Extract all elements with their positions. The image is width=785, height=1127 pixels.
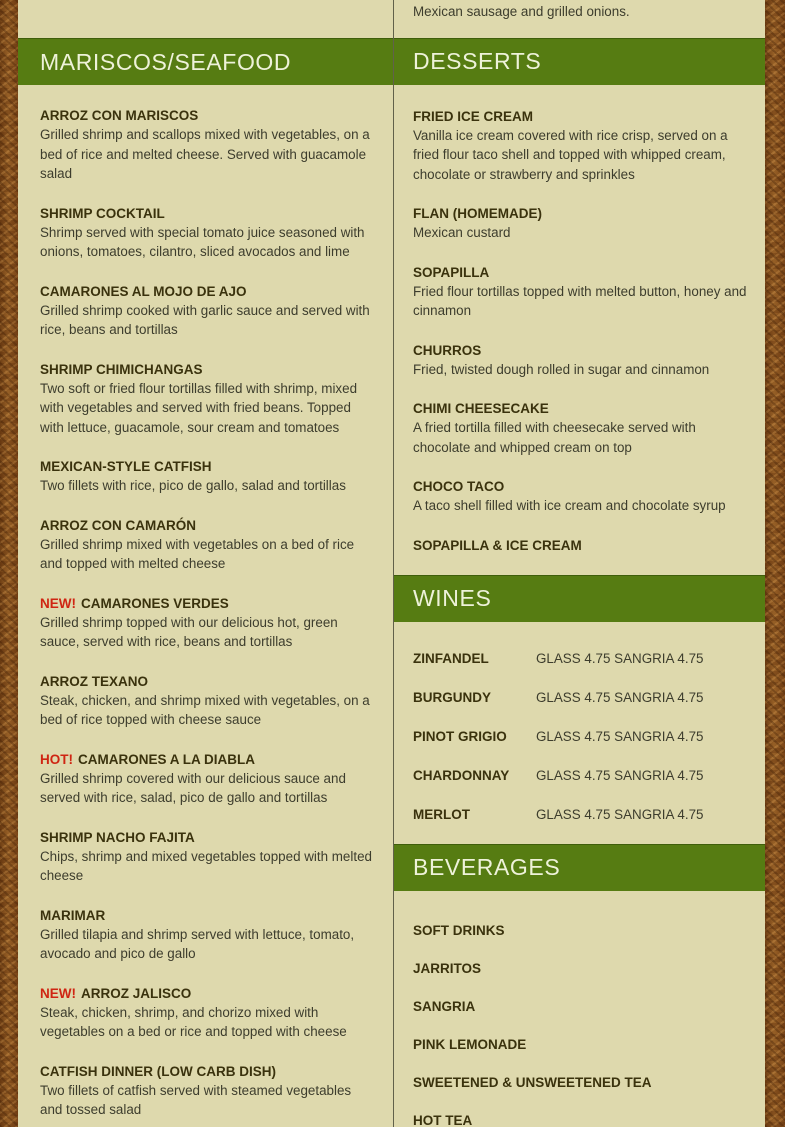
section-header-mariscos-seafood [18, 38, 393, 85]
top-spacer [18, 0, 393, 38]
wine-row [413, 688, 747, 707]
item-name: CAMARONES VERDES [81, 595, 229, 611]
item-name: ARROZ CON CAMARÓN [40, 517, 196, 533]
seafood-column [18, 0, 393, 1127]
wine-name: CHARDONNAY [413, 767, 510, 783]
menu-item [413, 107, 747, 185]
menu-item [413, 263, 747, 321]
item-description: Grilled shrimp mixed with vegetables on a bed of rice and topped with melted cheese [40, 536, 355, 571]
wine-price: GLASS 4.75 SANGRIA 4.75 [536, 689, 704, 705]
item-name: FRIED ICE CREAM [413, 108, 534, 124]
item-name: CHOCO TACO [413, 479, 505, 494]
item-name: SOPAPILLA & ICE CREAM [413, 537, 582, 553]
item-description: Mexican custard [413, 225, 511, 240]
menu-item [40, 594, 372, 652]
carryover-description: Mexican sausage and grilled onions. [413, 4, 630, 19]
wine-list [394, 622, 765, 824]
desserts-drinks-column [393, 0, 765, 1127]
menu-item [40, 672, 372, 730]
beverage-list [394, 891, 765, 1127]
item-badge: HOT! [40, 751, 73, 767]
item-name: SHRIMP COCKTAIL [40, 205, 165, 221]
item-name: SHRIMP NACHO FAJITA [40, 829, 195, 845]
item-title [40, 204, 372, 223]
item-description: Vanilla ice cream covered with rice crisp, served on a fried flour taco shell and topped with whipped cream, chocolate or strawberry and sprinkles [413, 127, 728, 182]
item-title [40, 984, 372, 1003]
item-description: A taco shell filled with ice cream and chocolate syrup [413, 498, 726, 513]
item-name: MARIMAR [40, 907, 106, 923]
item-title [40, 906, 372, 925]
item-title [413, 477, 747, 496]
dessert-item-list [394, 85, 765, 555]
item-name: CHIMI CHEESECAKE [413, 401, 549, 416]
wine-name: PINOT GRIGIO [413, 728, 507, 744]
item-description: Two soft or fried flour tortillas filled with shrimp, mixed with vegetables and served with fried beans. Topped with lettuce, guacamole, sour cream and tomatoes [40, 380, 358, 435]
item-title [413, 341, 747, 360]
item-name: ARROZ CON MARISCOS [40, 108, 199, 123]
item-title [40, 457, 372, 476]
item-title [40, 1062, 372, 1081]
wine-row [413, 649, 747, 668]
beverage-name: HOT TEA [413, 1112, 473, 1127]
item-badge: NEW! [40, 595, 76, 611]
item-title [40, 360, 372, 379]
item-title [40, 106, 372, 125]
item-description: Grilled shrimp cooked with garlic sauce and served with rice, beans and tortillas [40, 302, 370, 337]
item-title [413, 263, 747, 282]
item-title [40, 516, 372, 535]
item-name: CAMARONES A LA DIABLA [78, 751, 255, 767]
item-description: Grilled shrimp covered with our delicious sauce and served with rice, salad, pico de gallo and tortillas [40, 770, 346, 805]
wine-price: GLASS 4.75 SANGRIA 4.75 [536, 650, 704, 666]
item-description: Two fillets of catfish served with steamed vegetables and tossed salad [40, 1082, 352, 1117]
right-border-texture [765, 0, 785, 1127]
item-description: Shrimp served with special tomato juice seasoned with onions, tomatoes, cilantro, sliced avocados and lime [40, 224, 365, 259]
section-header-wines [394, 575, 765, 622]
item-description: Fried, twisted dough rolled in sugar and cinnamon [413, 361, 710, 377]
item-name: MEXICAN-STYLE CATFISH [40, 459, 212, 474]
menu-item [40, 457, 372, 496]
beverage-name: JARRITOS [413, 960, 482, 976]
beverage-name: PINK LEMONADE [413, 1036, 527, 1052]
seafood-item-list [18, 85, 393, 1120]
wine-price: GLASS 4.75 SANGRIA 4.75 [536, 728, 704, 744]
item-title [40, 594, 372, 613]
item-description: Grilled shrimp and scallops mixed with vegetables, on a bed of rice and melted cheese. Served with guacamole salad [40, 127, 370, 181]
item-title [413, 107, 747, 126]
section-header-beverages [394, 844, 765, 891]
item-name: CATFISH DINNER (LOW CARB DISH) [40, 1063, 276, 1079]
item-title [40, 828, 372, 847]
item-name: ARROZ TEXANO [40, 673, 148, 689]
item-name: CHURROS [413, 342, 482, 358]
menu-item [40, 750, 372, 808]
item-title [413, 399, 747, 418]
wine-row [413, 766, 747, 785]
item-title [413, 536, 747, 555]
menu-item [40, 906, 372, 964]
menu-item [413, 399, 747, 457]
item-name: ARROZ JALISCO [81, 985, 192, 1001]
menu-item [40, 1062, 372, 1120]
item-title [40, 282, 372, 301]
menu-item [40, 516, 372, 574]
menu-item [413, 536, 747, 555]
menu-item [40, 360, 372, 438]
menu-item [40, 204, 372, 262]
item-description: Fried flour tortillas topped with melted button, honey and cinnamon [413, 283, 747, 318]
item-name: SOPAPILLA [413, 264, 490, 280]
menu-item [413, 477, 747, 516]
menu-item [40, 828, 372, 886]
item-description: Steak, chicken, shrimp, and chorizo mixed with vegetables on a bed or rice and topped with cheese [40, 1004, 347, 1039]
wine-name: ZINFANDEL [413, 650, 489, 666]
wine-price: GLASS 4.75 SANGRIA 4.75 [536, 767, 704, 783]
beverage-name: SWEETENED & UNSWEETENED TEA [413, 1074, 652, 1090]
item-description: Grilled tilapia and shrimp served with lettuce, tomato, avocado and pico de gallo [40, 926, 355, 961]
section-title: WINES [413, 585, 492, 611]
wine-row [413, 805, 747, 824]
wine-name: BURGUNDY [413, 689, 492, 705]
item-description: Steak, chicken, and shrimp mixed with vegetables, on a bed of rice topped with cheese sauce [40, 692, 370, 727]
item-description: A fried tortilla filled with cheesecake served with chocolate and whipped cream on top [413, 420, 696, 455]
wine-name: MERLOT [413, 806, 470, 822]
section-title: DESSERTS [413, 48, 542, 74]
menu-item [40, 282, 372, 340]
section-title: BEVERAGES [413, 854, 561, 880]
item-title [40, 750, 372, 769]
beverage-name: SANGRIA [413, 998, 476, 1014]
menu-item [40, 106, 372, 184]
item-badge: NEW! [40, 985, 76, 1001]
wine-row [413, 727, 747, 746]
section-title: MARISCOS/SEAFOOD [40, 48, 292, 75]
beverage-name: SOFT DRINKS [413, 922, 505, 938]
item-name: SHRIMP CHIMICHANGAS [40, 361, 203, 377]
item-description: Grilled shrimp topped with our delicious hot, green sauce, served with rice, beans and tortillas [40, 614, 338, 649]
menu-item [413, 204, 747, 243]
item-name: CAMARONES AL MOJO DE AJO [40, 283, 247, 299]
menu-content [18, 0, 765, 1127]
item-title [413, 204, 747, 223]
wine-price: GLASS 4.75 SANGRIA 4.75 [536, 806, 704, 822]
item-title [40, 672, 372, 691]
item-name: FLAN (HOMEMADE) [413, 206, 542, 221]
item-description: Two fillets with rice, pico de gallo, salad and tortillas [40, 478, 346, 493]
menu-item [413, 341, 747, 380]
section-header-desserts [394, 38, 765, 85]
left-border-texture [0, 0, 18, 1127]
menu-item [40, 984, 372, 1042]
item-description: Chips, shrimp and mixed vegetables topped with melted cheese [40, 848, 372, 883]
